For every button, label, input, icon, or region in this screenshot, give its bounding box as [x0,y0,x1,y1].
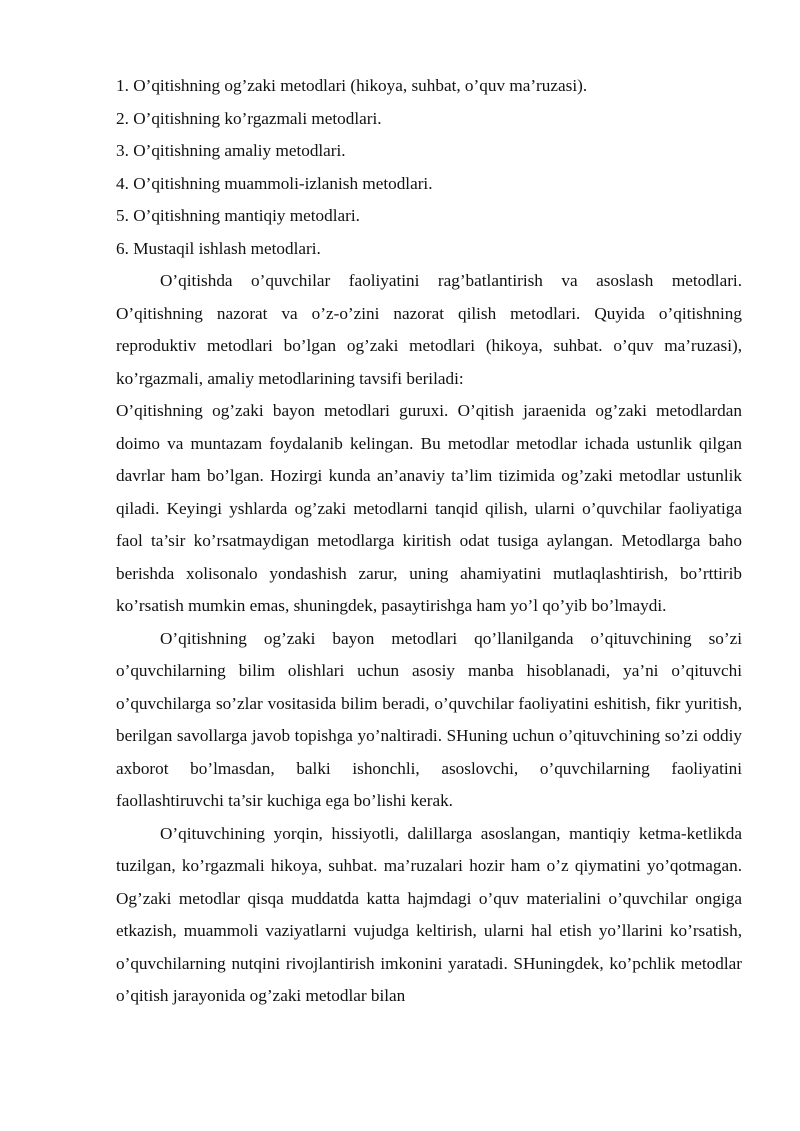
paragraph-oral-methods: O’qitishning og’zaki bayon metodlari guruxi. O’qitish jaraenida og’zaki metodlardan doimo va muntazam foydalanib kelingan. Bu metodlar metodlar ichada ustunlik qilgan davrlar ham bo’lgan. Hozirgi kunda an’anaviy ta’lim tizimida og’zaki metodlar ustunlik qiladi. Keyingi yshlarda og’zaki metodlarni tanqid qilish, ularni o’quvchilar faoliyatiga faol ta’sir ko’rsatmaydigan metodlarga kiritish odat tusiga aylangan. Metodlarga baho berishda xolisonalo yondashish zarur, uning ahamiyatini mutlaqlashtirish, bo’rttirib ko’rsatish mumkin emas, shuningdek, pasaytirishga ham yo’l qo’yib bo’lmaydi. [116,401,742,615]
list-item: 4. O’qitishning muammoli-izlanish metodlari. [116,173,433,193]
list-item: 2. O’qitishning ko’rgazmali metodlari. [116,108,382,128]
document-page [116,70,742,1013]
list-item: 3. O’qitishning amaliy metodlari. [116,141,346,160]
paragraph-intro: O’qitishda o’quvchilar faoliyatini rag’batlantirish va asoslash metodlari. O’qitishning nazorat va o’z-o’zini nazorat qilish metodlari. Quyida o’qitishning reproduktiv metodlari bo’lgan og’zaki metodlari (hikoya, suhbat. o’quv ma’ruzasi), ko’rgazmali, amaliy metodlarining tavsifi beriladi: [116,271,742,388]
paragraph-teacher-story: O’qituvchining yorqin, hissiyotli, dalillarga asoslangan, mantiqiy ketma-ketlikda tuzilgan, ko’rgazmali hikoya, suhbat. ma’ruzalari hozir ham o’z qiymatini yo’qotmagan. Og’zaki metodlar qisqa muddatda katta hajmdagi o’quv materialini o’quvchilar ongiga etkazish, muammoli vaziyatlarni vujudga keltirish, ularni hal etish yo’llarini ko’rsatish, o’quvchilarning nutqini rivojlantirish imkonini yaratadi. SHuningdek, ko’pchlik metodlar o’qitish jarayonida og’zaki metodlar bilan [116,823,742,1005]
list-item: 5. O’qitishning mantiqiy metodlari. [116,206,360,225]
list-item: 6. Mustaqil ishlash metodlari. [116,238,321,258]
methods-list [116,70,742,265]
list-item: 1. O’qitishning og’zaki metodlari (hikoya, suhbat, o’quv ma’ruzasi). [116,76,588,95]
paragraph-teacher-word: O’qitishning og’zaki bayon metodlari qo’llanilganda o’qituvchining so’zi o’quvchilarning bilim olishlari uchun asosiy manba hisoblanadi, ya’ni o’qituvchi o’quvchilarga so’zlar vositasida bilim beradi, o’quvchilar faoliyatini eshitish, fikr yuritish, berilgan savollarga javob topishga yo’naltiradi. SHuning uchun o’qituvchining so’zi oddiy axborot bo’lmasdan, balki ishonchli, asoslovchi, o’quvchilarning faoliyatini faollashtiruvchi ta’sir kuchiga ega bo’lishi kerak. [116,628,742,810]
